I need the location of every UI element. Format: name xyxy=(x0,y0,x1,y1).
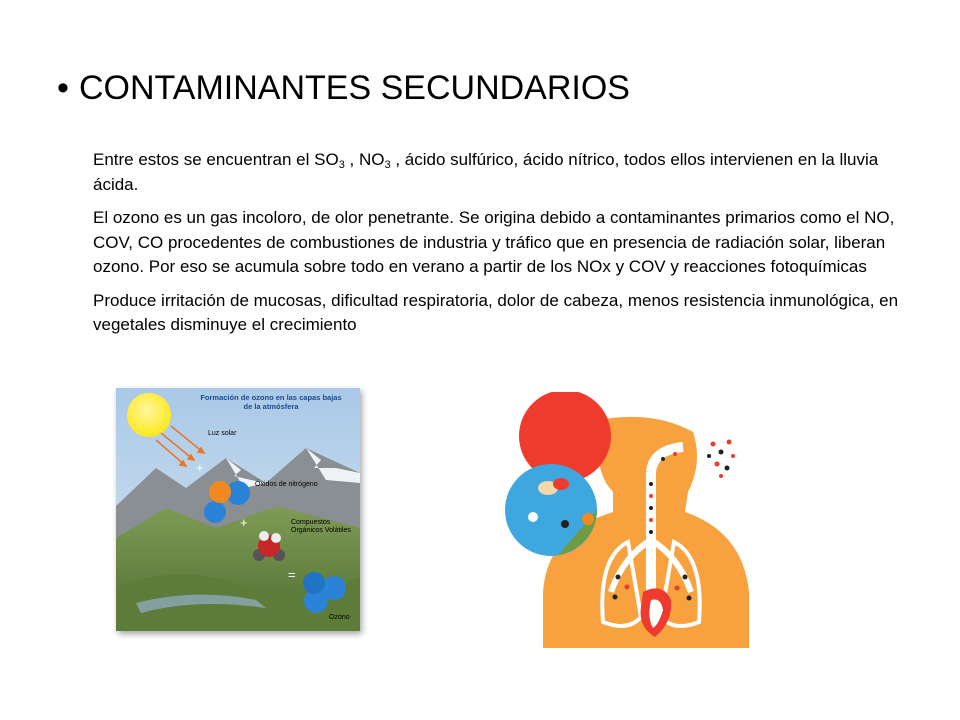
paragraph-1-text-c: , ácido sulfúrico, ácido nítrico, todos ellos intervienen en la lluvia ácida. xyxy=(93,150,879,194)
ozone-formation-illustration xyxy=(116,388,360,631)
respiratory-health-illustration xyxy=(503,392,753,648)
equals-sign: = xyxy=(288,567,296,582)
sun-icon xyxy=(127,393,171,437)
title-bullet: • xyxy=(57,69,69,107)
title-text: CONTAMINANTES SECUNDARIOS xyxy=(79,69,630,107)
ozone-landscape-graphic xyxy=(116,388,360,631)
paragraph-2: El ozono es un gas incoloro, de olor penetrante. Se origina debido a contaminantes primarios como el NO, COV, CO procedentes de combustiones de industria y tráfico que en presencia de radiación solar, liberan ozono. Por eso se acumula sobre todo en verano a partir de los NOx y COV y reacciones fotoquímicas xyxy=(93,208,895,276)
slide-title xyxy=(57,66,630,110)
so3-subscript: 3 xyxy=(338,159,345,171)
ozone-label: Ozono xyxy=(329,614,350,621)
paragraph-1 xyxy=(93,148,913,197)
plus-sign-2: + xyxy=(240,515,248,530)
nitrogen-oxides-label: Óxidos de nitrógeno xyxy=(255,481,318,488)
paragraph-1-text-a: Entre estos se encuentran el SO xyxy=(93,150,339,169)
body-text xyxy=(93,148,913,347)
illustration-title: Formación de ozono en las capas bajas de la atmósfera xyxy=(200,393,342,411)
plus-sign-1: + xyxy=(196,460,204,475)
sunlight-label: Luz solar xyxy=(208,430,237,437)
no3-subscript: 3 xyxy=(384,159,391,171)
voc-label: Compuestos Orgánicos Volátiles xyxy=(291,519,351,534)
paragraph-3: Produce irritación de mucosas, dificultad respiratoria, dolor de cabeza, menos resistencia inmunológica, en vegetales disminuye el crecimiento xyxy=(93,290,899,334)
paragraph-1-text-b: , NO xyxy=(344,150,385,169)
